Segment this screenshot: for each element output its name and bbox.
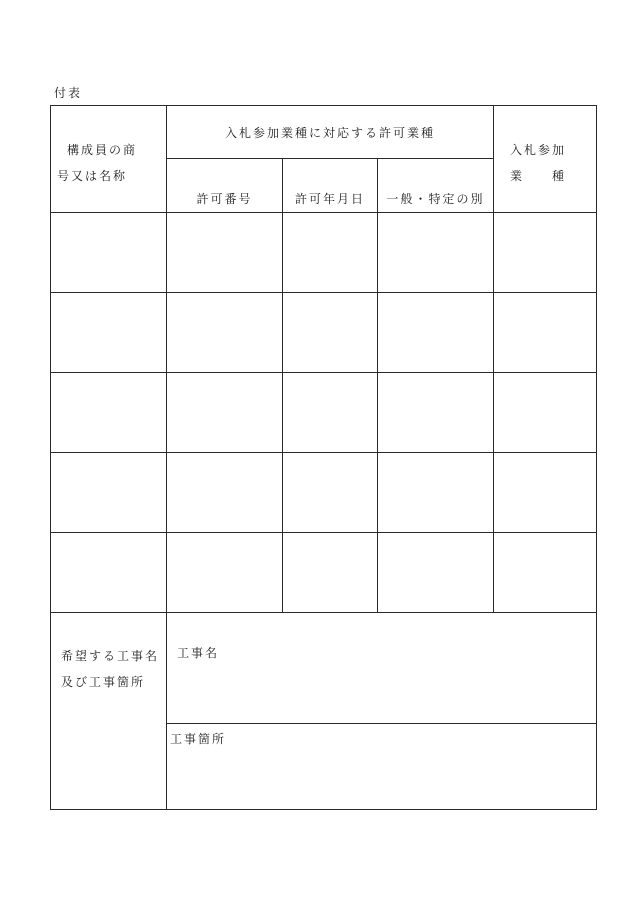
header-member-name bbox=[51, 106, 167, 213]
table-row bbox=[51, 213, 597, 293]
permit-date-cell[interactable] bbox=[283, 293, 378, 373]
general-specific-cell[interactable] bbox=[378, 453, 494, 533]
header-permit-types: 入札参加業種に対応する許可業種 bbox=[167, 106, 494, 159]
permit-number-cell[interactable] bbox=[167, 453, 283, 533]
wish-row-name bbox=[51, 613, 597, 724]
bid-type-cell[interactable] bbox=[494, 453, 597, 533]
header-member-name-line1: 構成員の商 bbox=[67, 143, 138, 157]
work-place-label: 工事箇所 bbox=[170, 732, 227, 746]
member-name-cell[interactable] bbox=[51, 533, 167, 613]
wish-label-line1: 希望する工事名 bbox=[61, 649, 160, 663]
table-row bbox=[51, 293, 597, 373]
permit-date-cell[interactable] bbox=[283, 373, 378, 453]
bid-type-cell[interactable] bbox=[494, 373, 597, 453]
table-row bbox=[51, 533, 597, 613]
member-permit-table bbox=[50, 105, 597, 810]
member-name-cell[interactable] bbox=[51, 373, 167, 453]
table-row bbox=[51, 453, 597, 533]
permit-number-cell[interactable] bbox=[167, 293, 283, 373]
wish-label-line2: 及び工事箇所 bbox=[61, 675, 146, 689]
work-name-label: 工事名 bbox=[177, 646, 220, 660]
wish-label bbox=[51, 613, 167, 810]
header-bid-line2: 業 種 bbox=[510, 169, 567, 183]
permit-date-cell[interactable] bbox=[283, 453, 378, 533]
work-name-field[interactable] bbox=[167, 613, 597, 724]
page-label: 付表 bbox=[54, 86, 83, 100]
permit-number-cell[interactable] bbox=[167, 373, 283, 453]
general-specific-cell[interactable] bbox=[378, 373, 494, 453]
member-name-cell[interactable] bbox=[51, 213, 167, 293]
permit-date-cell[interactable] bbox=[283, 213, 378, 293]
bid-type-cell[interactable] bbox=[494, 533, 597, 613]
general-specific-cell[interactable] bbox=[378, 213, 494, 293]
general-specific-cell[interactable] bbox=[378, 293, 494, 373]
bid-type-cell[interactable] bbox=[494, 293, 597, 373]
header-row-top bbox=[51, 106, 597, 159]
member-name-cell[interactable] bbox=[51, 293, 167, 373]
general-specific-cell[interactable] bbox=[378, 533, 494, 613]
header-bid-line1: 入札参加 bbox=[510, 143, 567, 157]
member-name-cell[interactable] bbox=[51, 453, 167, 533]
table-row bbox=[51, 373, 597, 453]
bid-type-cell[interactable] bbox=[494, 213, 597, 293]
header-bid-type bbox=[494, 106, 597, 213]
work-place-field[interactable] bbox=[167, 724, 597, 810]
permit-date-cell[interactable] bbox=[283, 533, 378, 613]
permit-number-cell[interactable] bbox=[167, 213, 283, 293]
permit-number-cell[interactable] bbox=[167, 533, 283, 613]
header-member-name-line2: 号又は名称 bbox=[57, 169, 128, 183]
header-permit-number: 許可番号 bbox=[167, 159, 283, 213]
header-general-specific: 一般・特定の別 bbox=[378, 159, 494, 213]
header-permit-date: 許可年月日 bbox=[283, 159, 378, 213]
